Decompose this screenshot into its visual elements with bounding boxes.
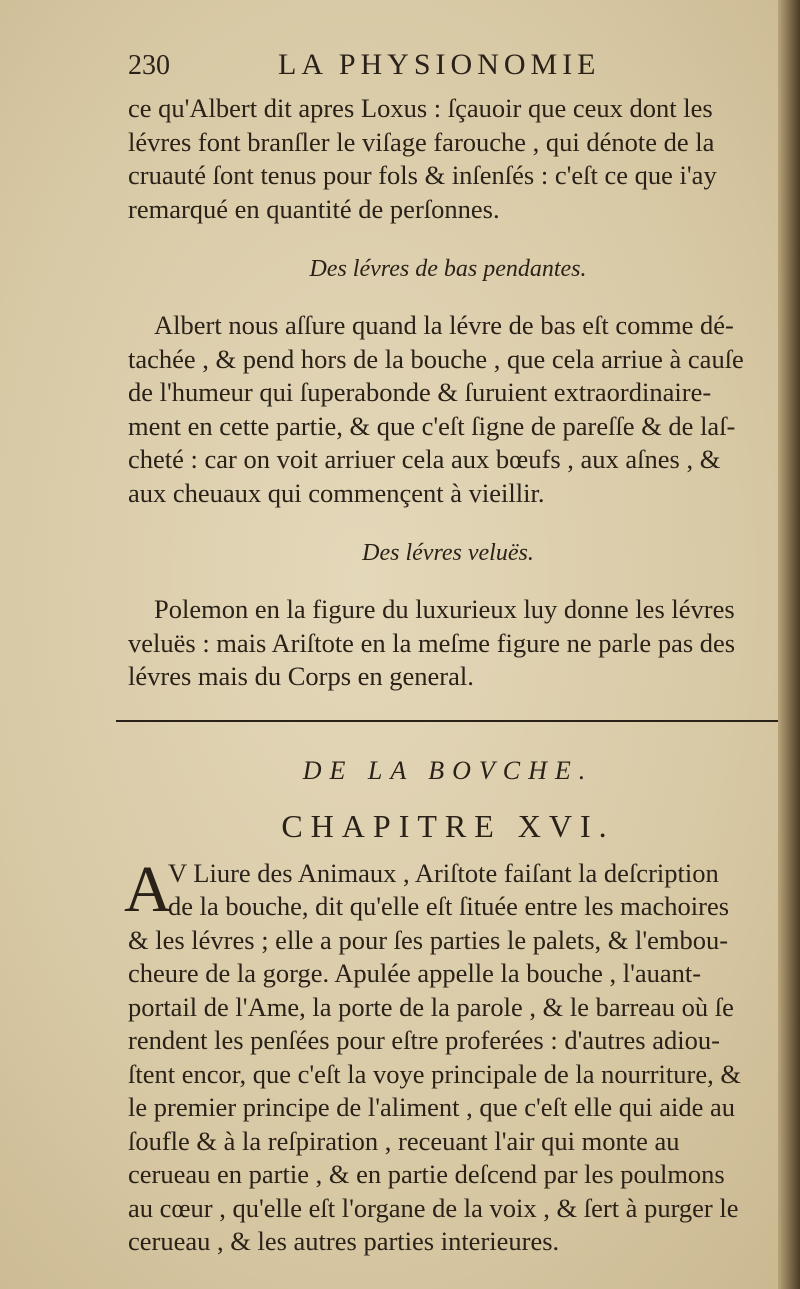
text-line: de l'humeur qui ſuperabonde & ſuruient extraordinaire- — [128, 377, 712, 407]
drop-cap: A — [124, 852, 172, 926]
text-line: lévres font branſler le viſage farouche , qui dénote de la — [128, 126, 715, 157]
text-line: rendent les penſées pour eſtre proferées : d'autres adiou- — [128, 1025, 720, 1055]
running-head — [128, 48, 768, 92]
section-paragraph-hairy-lips — [128, 593, 768, 694]
text-line: portail de l'Ame, la porte de la parole , & le barreau où ſe — [128, 991, 734, 1022]
chapter-paragraph — [124, 852, 768, 1259]
text-line: lévres mais du Corps en general. — [128, 661, 474, 691]
text-line: de la bouche, dit qu'elle eſt ſituée entre les machoires — [168, 891, 730, 921]
text-line: cerueau , & les autres parties interieures. — [128, 1226, 560, 1256]
text-line: veluës : mais Ariſtote en la meſme figure ne parle pas des — [128, 627, 736, 658]
text-line: cheté : car on voit arriuer cela aux bœufs , aux aſnes , & — [128, 444, 721, 474]
page-spine-shadow — [778, 0, 800, 1289]
text-line: Albert nous aſſure quand la lévre de bas eſt comme dé- — [154, 310, 734, 340]
text-line: remarqué en quantité de perſonnes. — [128, 193, 500, 224]
text-line: le premier principe de l'aliment , que c'eſt elle qui aide au — [128, 1092, 736, 1122]
text-line: cerueau en partie , & en partie deſcend par les poulmons — [128, 1159, 725, 1189]
text-line: cheure de la gorge. Apulée appelle la bouche , l'auant- — [128, 958, 702, 988]
opening-paragraph — [128, 92, 768, 226]
text-line: au cœur , qu'elle eſt l'organe de la voix , & ſert à purger le — [128, 1192, 739, 1223]
section-heading-hairy-lips: Des lévres veluës. — [362, 540, 534, 566]
text-line: tachée , & pend hors de la bouche , que cela arriue à cauſe — [128, 343, 744, 374]
text-line: cruauté ſont tenus pour fols & inſenſés : c'eſt ce que i'ay — [128, 160, 717, 190]
text-line: & les lévres ; elle a pour ſes parties le palets, & l'embou- — [128, 924, 729, 955]
section-heading-lower-lips: Des lévres de bas pendantes. — [309, 256, 587, 282]
text-line: ce qu'Albert dit apres Loxus : ſçauoir que ceux dont les — [128, 93, 713, 123]
text-line: V Liure des Animaux , Ariſtote faiſant la deſcription — [168, 857, 719, 888]
book-section-title: DE LA BOVCHE. — [302, 755, 594, 785]
section-paragraph-lower-lips — [128, 309, 768, 510]
text-line: ſoufle & à la reſpiration , receuant l'air qui monte au — [128, 1125, 680, 1156]
running-title: LA PHYSIONOMIE — [278, 48, 601, 81]
text-line: Polemon en la figure du luxurieux luy donne les lévres — [154, 594, 735, 624]
text-line: ment en cette partie, & que c'eſt ſigne de pareſſe & de laſ- — [128, 410, 736, 441]
horizontal-rule — [116, 720, 778, 722]
chapter-title: CHAPITRE XVI. — [281, 807, 615, 844]
page-content — [124, 48, 768, 1259]
text-line: aux cheuaux qui commençent à vieillir. — [128, 477, 545, 508]
text-line: ſtent encor, que c'eſt la voye principale de la nourriture, & — [128, 1058, 741, 1089]
page-number: 230 — [128, 50, 170, 81]
